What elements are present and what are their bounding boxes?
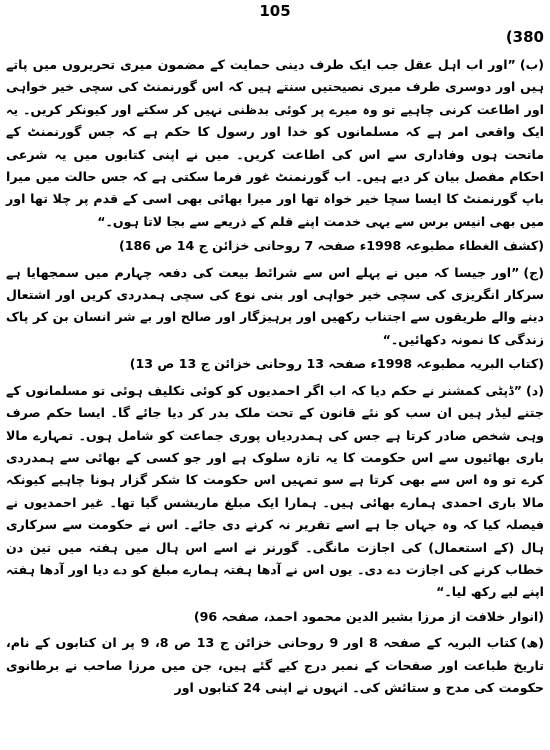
citation-j: (کتاب البریہ مطبوعہ 1998ء صفحہ 13 روحانی خزائن ج 13 ص 13) xyxy=(129,356,544,372)
paragraph-text: ”اور جیسا کہ میں نے پہلے اس سے شرائط بیعت کی دفعہ چہارم میں سمجھایا ہے سرکار انگریزی کی سچی خیر خواہی اور بنی نوع کی سچی ہمدردی کریں اور اشتعال دینے والے طریقوں سے اجتناب رکھیں اور پرہیزگار اور صالح اور بے شر انسان بن کر پاک زندگی کا نمونہ دکھائیں۔“ xyxy=(6,264,544,347)
citation-d: (انوار خلافت از مرزا بشیر الدین محمود احمد، صفحہ 96) xyxy=(193,608,544,624)
paragraph-marker: (ج) xyxy=(523,264,544,280)
paragraph-marker: (ھ) xyxy=(520,635,544,651)
citation-b: (کشف الغطاء مطبوعہ 1998ء صفحہ 7 روحانی خزائن ج 14 ص 186) xyxy=(118,238,544,254)
paragraph-h xyxy=(6,632,544,699)
page-number: 105 xyxy=(259,2,291,20)
document-body xyxy=(6,54,544,701)
paragraph-text: ”ڈپٹی کمشنر نے حکم دیا کہ اب اگر احمدیوں کو کوئی تکلیف ہوئی تو مسلمانوں کے جتنے لیڈر ہیں ان سب کو نئے قانون کے تحت ملک بدر کر دیا جائے گا۔ ایسا حکم صرف وہی شخص صادر کرتا ہے جس کی ہمدردیاں پوری جماعت کو شامل ہوں۔ تمہارے مالا باری بھائیوں سے اس حکومت کا یہ تازہ سلوک ہے اور جو کسی کے بھائی سے ہمدردی کرے تو وہ اس سے بھی کرتا ہے سو تمہیں اس حکومت کا شکر گزار ہونا چاہیے کیونکہ مالا باری احمدی ہمارے بھائی ہیں۔ ہمارا ایک مبلغ ماریشس گیا تھا۔ غیر احمدیوں نے فیصلہ کیا کہ وہ جہاں جا ہے اسے تقریر نہ کرنے دی جائے۔ اس نے حکومت سے سرکاری ہال (کے استعمال) کی اجازت مانگی۔ گورنر نے اسے اس ہال میں ہفتہ میں تین دن خطاب کرنے کی اجازت دے دی۔ یوں اس نے آدھا ہفتہ ہمارے مبلغ کو دے دیا اور آدھا ہفتہ اپنے لیے رکھ لیا۔“ xyxy=(6,382,544,600)
paragraph-d xyxy=(6,380,544,604)
paragraph-text: ”اور اب اہل عقل جب ایک طرف دینی حمایت کے مضمون میری تحریروں میں پاتے ہیں اور دوسری طرف میری نصیحتیں سنتے ہیں کہ اس گورنمنٹ کی سچی خیر خواہی اور اطاعت کرنی چاہیے تو وہ میرے پر کوئی بدظنی نہیں کر سکتے اور کیونکر کریں۔ یہ ایک واقعی امر ہے کہ مسلمانوں کو خدا اور رسول کا حکم ہے کہ جس گورنمنٹ کے ماتحت ہوں وفاداری سے اس کی اطاعت کریں۔ میں نے اپنی کتابوں میں یہ شرعی احکام مفصل بیان کر دیے ہیں۔ اب گورنمنٹ غور فرما سکتی ہے کہ جس حالت میں میرا باپ گورنمنٹ کا ایسا سچا خیر خواہ تھا اور میرا بھائی بھی اسی کے قدم پر چلا تھا اور میں بھی انیس برس سے یہی خدمت اپنے قلم کے ذریعے سے بجا لاتا ہوں۔“ xyxy=(6,57,544,229)
paragraph-j xyxy=(6,262,544,352)
paragraph-b xyxy=(6,54,544,233)
paragraph-marker: (د) xyxy=(526,382,544,398)
paragraph-text: کتاب البریہ کے صفحہ 8 اور 9 روحانی خزائن ج 13 ص 8، 9 پر ان کتابوں کے نام، تاریخ طباعت اور صفحات کے نمبر درج کیے گئے ہیں، جن میں مرزا صاحب نے برطانوی حکومت کی مدح و ستائش کی۔ انہوں نے اپنی 24 کتابوں اور xyxy=(6,635,544,695)
reference-number: (380 xyxy=(505,28,544,46)
paragraph-marker: (ب) xyxy=(519,57,544,72)
